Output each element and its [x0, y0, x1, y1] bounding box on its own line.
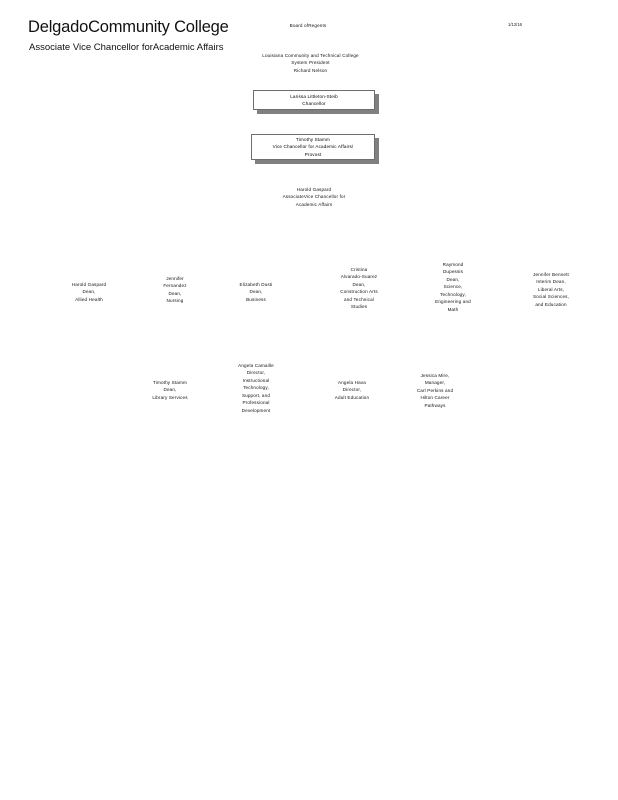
node-dean-nursing: Jennifer Fernandez Dean, Nursing [163, 276, 187, 304]
node-chancellor [253, 90, 375, 110]
node-dean-library-services: Timothy Stamm Dean, Library Services [152, 380, 188, 400]
node-board-of-regents: Board ofRegents [289, 23, 327, 28]
box-provost: Timothy Stamm Vice Chancellor for Academic Affairs/ Provost [251, 134, 375, 160]
node-interim-dean-liberal-arts: Jennifer Bennett Interim Dean, Liberal Arts, Social Sciences, and Education [532, 272, 570, 307]
node-provost [251, 134, 375, 160]
node-dean-business: Elizabeth Dusti Dean, Business [239, 282, 273, 302]
page-title: DelgadoCommunity College [28, 18, 229, 36]
node-director-instructional-technology: Angela Camaille Director, Instructional Technology, Support, and Professional Development [238, 363, 274, 413]
node-associate-vice-chancellor: Harold Gaspard AssociateVice Chancellor for Academic Affairs [282, 187, 346, 207]
page-subtitle: Associate Vice Chancellor forAcademic Affairs [29, 42, 224, 53]
node-system-president: Louisiana Community and Technical College System President Richard Nelson [262, 53, 359, 73]
date-label: 1/12/16 [508, 22, 522, 27]
node-director-adult-education: Angela Hava Director, Adult Education [334, 380, 370, 400]
node-manager-career-pathways: Jessica Mire, Manager, Carl Perkins and Hilton Career Pathways [416, 373, 454, 408]
node-dean-stem: Raymond Dupessis Dean, Science, Technology, Engineering and Math [435, 262, 471, 312]
node-dean-construction-arts: Cristina Alvarado-Suarez Dean, Construction Arts and Technical Studies [340, 267, 378, 310]
box-chancellor: Larissa Littleton-Steib Chancellor [253, 90, 375, 110]
node-dean-allied-health: Harold Gaspard Dean, Allied Health [71, 282, 107, 302]
